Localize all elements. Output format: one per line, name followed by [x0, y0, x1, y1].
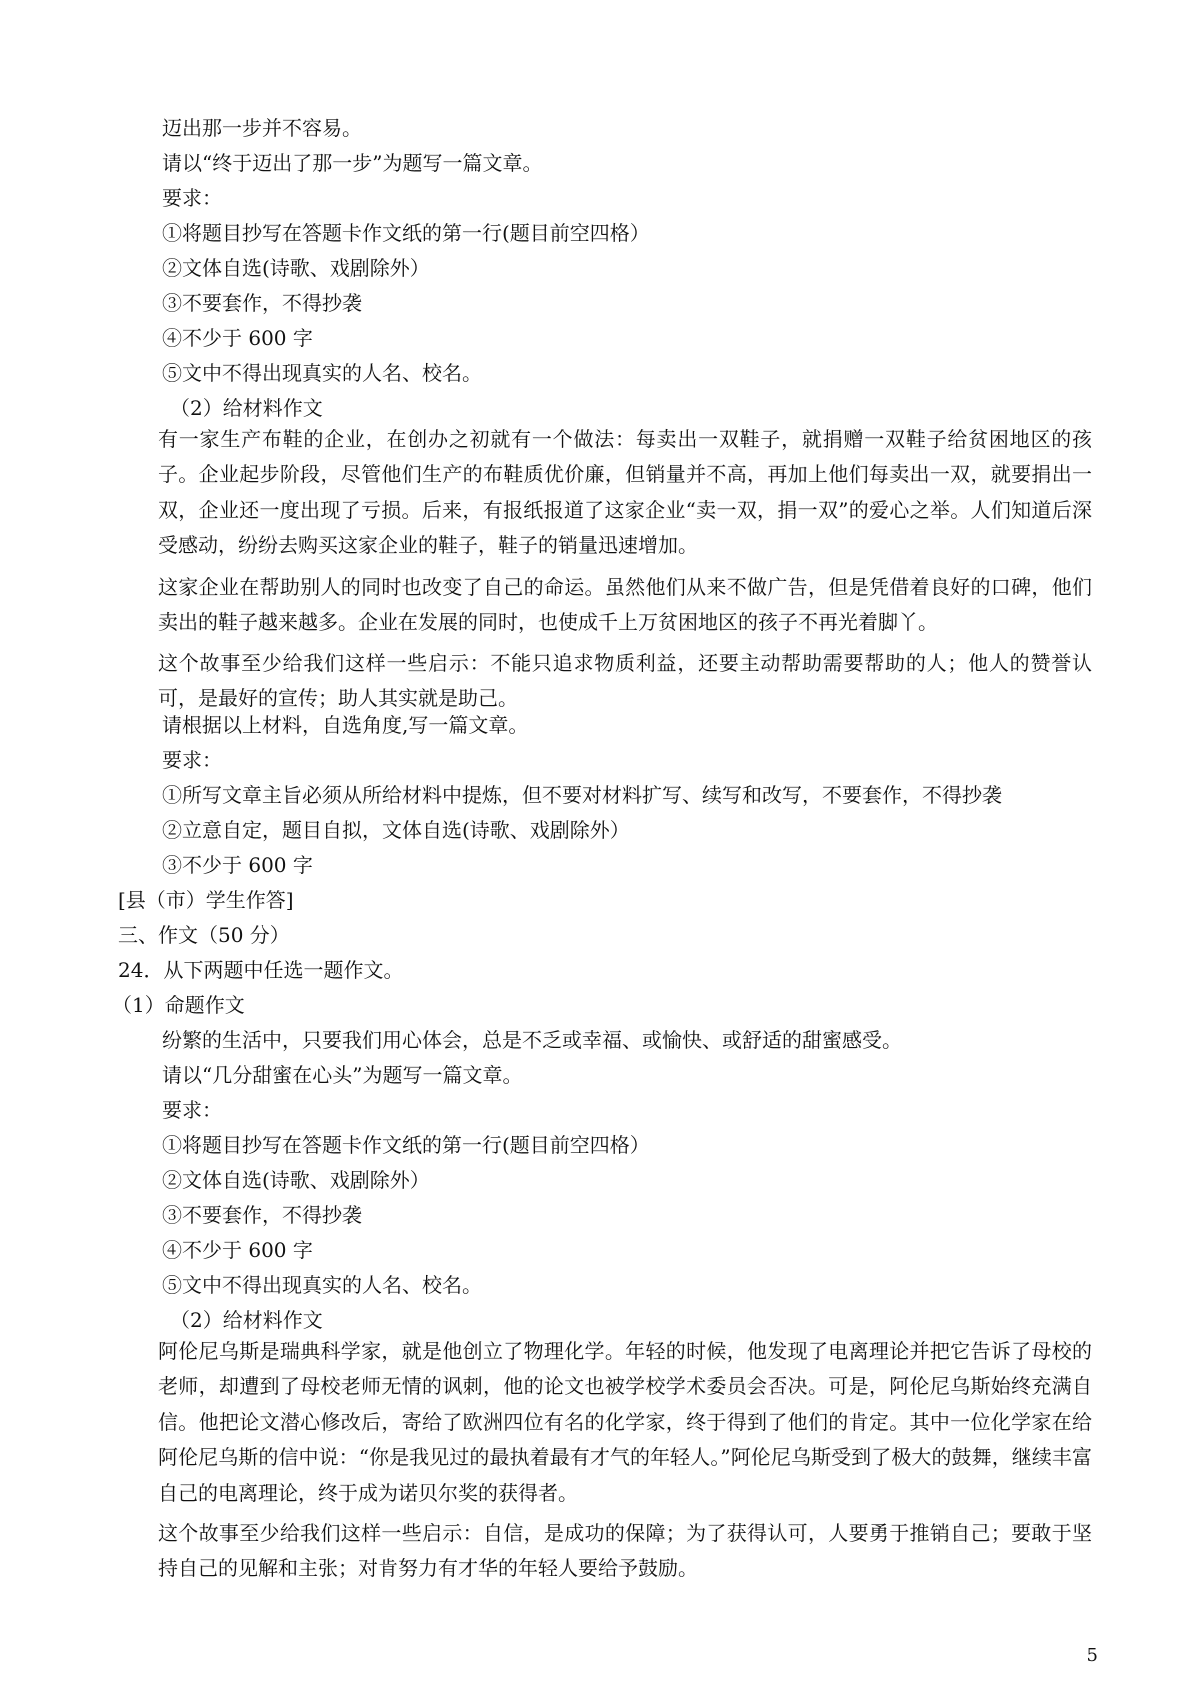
requirement-a-4: ④不少于 600 字 [162, 326, 313, 350]
material-paragraph-b-1 [118, 1334, 1092, 1512]
material-paragraph-a-3-text: 这个故事至少给我们这样一些启示：不能只追求物质利益，还要主动帮助需要帮助的人；他人的赞誉认可，是最好的宣传；助人其实就是助己。 [158, 651, 1092, 711]
intro-text-b: 纷繁的生活中，只要我们用心体会，总是不乏或幸福、或愉快、或舒适的甜蜜感受。 [162, 1028, 902, 1052]
page-number: 5 [1086, 1645, 1098, 1666]
requirement-a2-3: ③不少于 600 字 [162, 853, 313, 877]
requirements-label-a: 要求： [162, 186, 222, 210]
material-paragraph-b-1-text: 阿伦尼乌斯是瑞典科学家，就是他创立了物理化学。年轻的时候，他发现了电离理论并把它告诉了母校的老师，却遭到了母校老师无情的讽刺，他的论文也被学校学术委员会否决。可是，阿伦尼乌斯始终充满自信。他把论文潜心修改后，寄给了欧洲四位有名的化学家，终于得到了他们的肯定。其中一位化学家在给阿伦尼乌斯的信中说：“你是我见过的最执着最有才气的年轻人。”阿伦尼乌斯受到了极大的鼓舞，继续丰富自己的电离理论，终于成为诺贝尔奖的获得者。 [158, 1339, 1092, 1505]
requirement-a-1: ①将题目抄写在答题卡作文纸的第一行(题目前空四格） [162, 221, 650, 245]
material-paragraph-a-1-text: 有一家生产布鞋的企业，在创办之初就有一个做法：每卖出一双鞋子，就捐赠一双鞋子给贫困地区的孩子。企业起步阶段，尽管他们生产的布鞋质优价廉，但销量并不高，再加上他们每卖出一双，就要捐出一双，企业还一度出现了亏损。后来，有报纸报道了这家企业“卖一双，捐一双”的爱心之举。人们知道后深受感动，纷纷去购买这家企业的鞋子，鞋子的销量迅速增加。 [158, 427, 1092, 558]
subquestion-2-label-b: （2）给材料作文 [170, 1308, 323, 1332]
material-paragraph-b-2-text: 这个故事至少给我们这样一些启示：自信，是成功的保障；为了获得认可，人要勇于推销自己；要敢于坚持自己的见解和主张；对肯努力有才华的年轻人要给予鼓励。 [158, 1521, 1092, 1581]
requirements-label-a-2: 要求： [162, 748, 222, 772]
material-paragraph-b-2 [118, 1516, 1092, 1588]
material-paragraph-a-1 [118, 422, 1092, 564]
intro-text-a: 迈出那一步并不容易。 [162, 116, 362, 140]
requirement-b-5: ⑤文中不得出现真实的人名、校名。 [162, 1273, 482, 1297]
prompt-a: 请以“终于迈出了那一步”为题写一篇文章。 [162, 151, 543, 175]
requirement-a-2: ②文体自选(诗歌、戏剧除外） [162, 256, 430, 280]
requirement-b-4: ④不少于 600 字 [162, 1238, 313, 1262]
requirement-b-2: ②文体自选(诗歌、戏剧除外） [162, 1168, 430, 1192]
subquestion-2-label-a: （2）给材料作文 [170, 396, 323, 420]
requirement-a-5: ⑤文中不得出现真实的人名、校名。 [162, 361, 482, 385]
subquestion-1-label: （1）命题作文 [112, 993, 245, 1017]
material-paragraph-a-3 [118, 646, 1092, 718]
prompt-a-2: 请根据以上材料，自选角度,写一篇文章。 [162, 713, 529, 737]
requirements-label-b: 要求： [162, 1098, 222, 1122]
section-heading: 三、作文（50 分） [118, 923, 290, 947]
prompt-b: 请以“几分甜蜜在心头”为题写一篇文章。 [162, 1063, 523, 1087]
requirement-b-1: ①将题目抄写在答题卡作文纸的第一行(题目前空四格） [162, 1133, 650, 1157]
material-paragraph-a-2 [118, 570, 1092, 642]
requirement-a-3: ③不要套作，不得抄袭 [162, 291, 362, 315]
material-paragraph-a-2-text: 这家企业在帮助别人的同时也改变了自己的命运。虽然他们从来不做广告，但是凭借着良好的口碑，他们卖出的鞋子越来越多。企业在发展的同时，也使成千上万贫困地区的孩子不再光着脚丫。 [158, 575, 1092, 635]
requirement-a2-2: ②立意自定，题目自拟，文体自选(诗歌、戏剧除外） [162, 818, 630, 842]
requirement-a2-1: ①所写文章主旨必须从所给材料中提炼，但不要对材料扩写、续写和改写，不要套作，不得抄袭 [162, 783, 1002, 807]
question-24: 24．从下两题中任选一题作文。 [118, 958, 404, 982]
county-student-label: [县（市）学生作答] [118, 888, 294, 912]
requirement-b-3: ③不要套作，不得抄袭 [162, 1203, 362, 1227]
